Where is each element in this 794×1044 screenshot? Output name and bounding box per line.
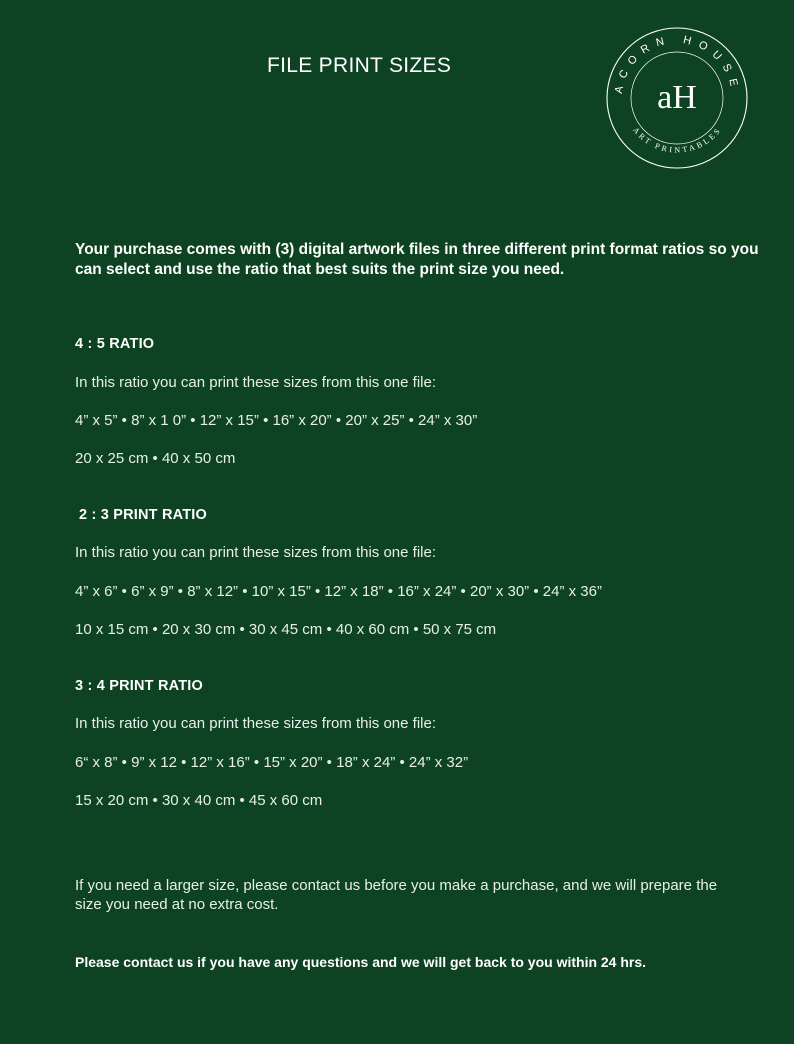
acorn-house-logo	[603, 24, 751, 172]
ratio-4-5-heading: 4 : 5 RATIO	[75, 336, 155, 352]
page-title: FILE PRINT SIZES	[267, 54, 452, 77]
logo-bottom-text: ART PRINTABLES	[631, 125, 723, 155]
logo-top-text: ACORN HOUSE	[612, 33, 742, 95]
ratio-3-4-inch-sizes: 6“ x 8” • 9” x 12 • 12” x 16” • 15” x 20” • 18” x 24” • 24” x 32”	[75, 754, 469, 771]
logo-monogram: aH	[657, 79, 697, 116]
ratio-2-3-description: In this ratio you can print these sizes from this one file:	[75, 544, 437, 561]
contact-note: Please contact us if you have any questions and we will get back to you within 24 hrs.	[75, 954, 647, 970]
ratio-2-3-inch-sizes: 4” x 6” • 6” x 9” • 8” x 12” • 10” x 15” • 12” x 18” • 16” x 24” • 20” x 30” • 24” x 36”	[75, 583, 602, 600]
ratio-2-3-cm-sizes: 10 x 15 cm • 20 x 30 cm • 30 x 45 cm • 40 x 60 cm • 50 x 75 cm	[75, 621, 497, 638]
ratio-2-3-heading: 2 : 3 PRINT RATIO	[79, 507, 208, 523]
larger-size-note: If you need a larger size, please contact us before you make a purchase, and we will prepare the size you need at no extra cost.	[75, 877, 718, 913]
ratio-3-4-heading: 3 : 4 PRINT RATIO	[75, 678, 204, 694]
intro-text: Your purchase comes with (3) digital artwork files in three different print format ratios so you can select and use the ratio that best suits the print size you need.	[75, 241, 759, 278]
ratio-4-5-description: In this ratio you can print these sizes from this one file:	[75, 374, 437, 391]
ratio-3-4-description: In this ratio you can print these sizes from this one file:	[75, 715, 437, 732]
ratio-4-5-cm-sizes: 20 x 25 cm • 40 x 50 cm	[75, 450, 236, 467]
ratio-3-4-cm-sizes: 15 x 20 cm • 30 x 40 cm • 45 x 60 cm	[75, 792, 323, 809]
ratio-4-5-inch-sizes: 4” x 5” • 8” x 1 0” • 12” x 15” • 16” x 20” • 20” x 25” • 24” x 30”	[75, 412, 478, 429]
